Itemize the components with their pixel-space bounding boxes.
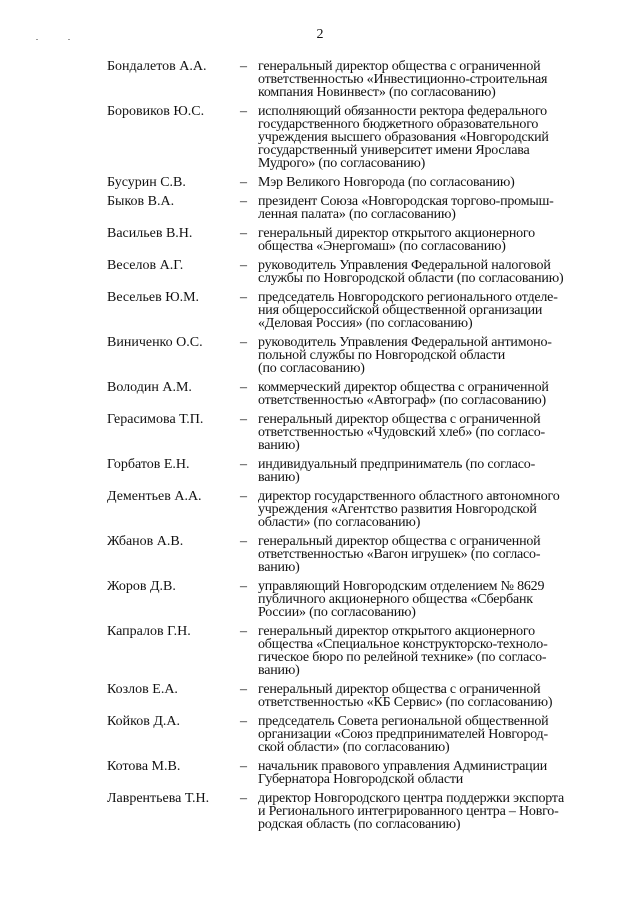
member-dash: – xyxy=(240,59,247,74)
page-number: 2 xyxy=(316,27,324,42)
member-description: генеральный директор открытого акционерного общества «Энергомаш» (по согласованию) xyxy=(258,226,535,254)
member-description: генеральный директор общества с ограниченной ответственностью «Инвестиционно-строительная компания Новинвест» (по согласованию) xyxy=(258,59,548,100)
scan-speck xyxy=(36,39,38,40)
member-description: руководитель Управления Федеральной антимоно- польной службы по Новгородской области (по согласованию) xyxy=(258,335,552,376)
member-dash: – xyxy=(240,175,247,190)
member-entry xyxy=(0,381,640,407)
member-dash: – xyxy=(240,534,247,549)
member-description: начальник правового управления Администрации Губернатора Новгородской области xyxy=(258,759,548,787)
member-description: руководитель Управления Федеральной налоговой службы по Новгородской области (по согласованию) xyxy=(258,258,564,286)
member-entry xyxy=(0,792,640,831)
member-dash: – xyxy=(240,714,247,729)
member-dash: – xyxy=(240,258,247,273)
member-description: генеральный директор общества с ограниченной ответственностью «КБ Сервис» (по согласованию) xyxy=(258,682,553,710)
member-name: Бондалетов А.А. xyxy=(107,59,207,74)
member-dash: – xyxy=(240,290,247,305)
member-description: директор государственного областного автономного учреждения «Агентство развития Новгородской области» (по согласованию) xyxy=(258,489,560,530)
member-name: Котова М.В. xyxy=(107,759,181,774)
member-name: Койков Д.А. xyxy=(107,714,180,729)
member-entry xyxy=(0,625,640,677)
member-name: Жбанов А.В. xyxy=(107,534,184,549)
scan-speck xyxy=(68,39,70,40)
member-name: Лаврентьева Т.Н. xyxy=(107,791,210,806)
member-description: индивидуальный предприниматель (по согласо- ванию) xyxy=(258,457,536,485)
member-entry xyxy=(0,683,640,709)
member-name: Веселов А.Г. xyxy=(107,258,184,273)
member-description: генеральный директор общества с ограниченной ответственностью «Вагон игрушек» (по согласо- ванию) xyxy=(258,534,541,575)
member-entry xyxy=(0,227,640,253)
member-description: президент Союза «Новгородская торгово-промыш- ленная палата» (по согласованию) xyxy=(258,194,554,222)
member-description: директор Новгородского центра поддержки экспорта и Регионального интегрированного центра – Новго- родская область (по согласованию) xyxy=(258,791,565,832)
member-dash: – xyxy=(240,194,247,209)
member-name: Козлов Е.А. xyxy=(107,682,178,697)
member-dash: – xyxy=(240,335,247,350)
member-name: Горбатов Е.Н. xyxy=(107,457,190,472)
member-description: генеральный директор общества с ограниченной ответственностью «Чудовский хлеб» (по согласо- ванию) xyxy=(258,412,546,453)
member-entry xyxy=(0,760,640,786)
member-entry xyxy=(0,259,640,285)
member-dash: – xyxy=(240,759,247,774)
member-entry xyxy=(0,535,640,574)
member-entry xyxy=(0,105,640,170)
member-description: исполняющий обязанности ректора федерального государственного бюджетного образовательного учреждения высшего образования «Новгородский государственный университет имени Ярослава Мудрого» (по согласованию) xyxy=(258,104,549,171)
member-name: Быков В.А. xyxy=(107,194,175,209)
member-dash: – xyxy=(240,791,247,806)
member-entry xyxy=(0,195,640,221)
member-name: Капралов Г.Н. xyxy=(107,624,191,639)
member-dash: – xyxy=(240,489,247,504)
member-name: Жоров Д.В. xyxy=(107,579,176,594)
member-name: Боровиков Ю.С. xyxy=(107,104,205,119)
member-entry xyxy=(0,458,640,484)
member-description: Мэр Великого Новгорода (по согласованию) xyxy=(258,175,515,190)
member-description: коммерческий директор общества с ограниченной ответственностью «Автограф» (по согласованию) xyxy=(258,380,549,408)
member-dash: – xyxy=(240,104,247,119)
member-dash: – xyxy=(240,624,247,639)
member-entry xyxy=(0,490,640,529)
member-name: Дементьев А.А. xyxy=(107,489,202,504)
member-dash: – xyxy=(240,457,247,472)
member-name: Герасимова Т.П. xyxy=(107,412,204,427)
member-dash: – xyxy=(240,226,247,241)
member-name: Весельев Ю.М. xyxy=(107,290,200,305)
member-list xyxy=(0,60,640,837)
member-entry xyxy=(0,580,640,619)
member-dash: – xyxy=(240,682,247,697)
member-entry xyxy=(0,413,640,452)
member-entry xyxy=(0,60,640,99)
member-entry xyxy=(0,291,640,330)
member-dash: – xyxy=(240,380,247,395)
member-name: Виниченко О.С. xyxy=(107,335,203,350)
member-entry xyxy=(0,715,640,754)
member-name: Володин А.М. xyxy=(107,380,192,395)
member-name: Васильев В.Н. xyxy=(107,226,193,241)
member-description: председатель Новгородского регионального отделе- ния общероссийской общественной организации «Деловая Россия» (по согласованию) xyxy=(258,290,558,331)
member-entry xyxy=(0,336,640,375)
member-name: Бусурин С.В. xyxy=(107,175,186,190)
member-entry xyxy=(0,176,640,189)
member-description: председатель Совета региональной общественной организации «Союз предпринимателей Новгород- ской области» (по согласованию) xyxy=(258,714,549,755)
member-dash: – xyxy=(240,412,247,427)
member-dash: – xyxy=(240,579,247,594)
member-description: генеральный директор открытого акционерного общества «Специальное конструкторско-техноло- гическое бюро по релейной технике» (по согласо- ванию) xyxy=(258,624,548,678)
member-description: управляющий Новгородским отделением № 8629 публичного акционерного общества «Сбербанк России» (по согласованию) xyxy=(258,579,545,620)
